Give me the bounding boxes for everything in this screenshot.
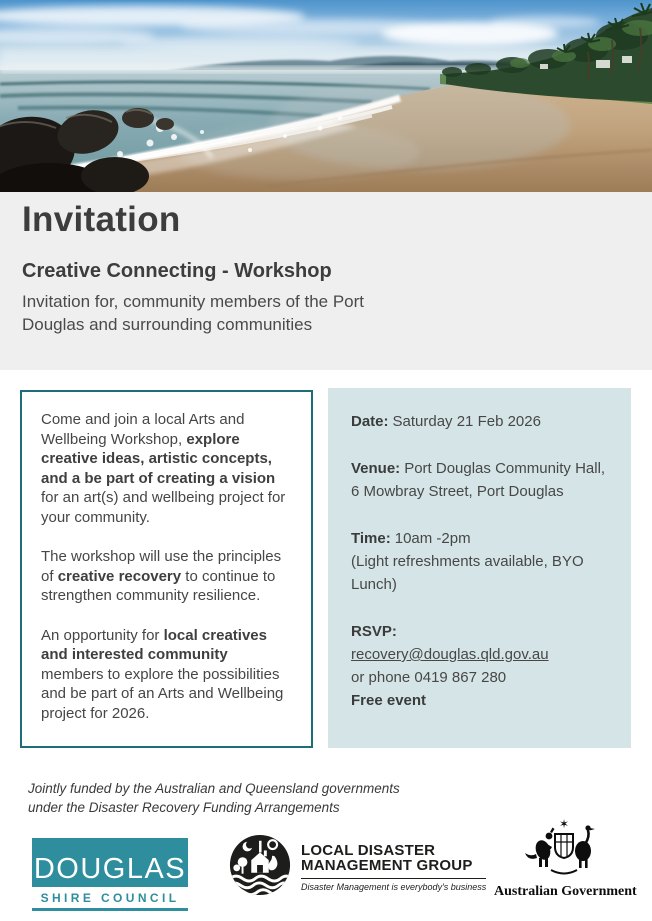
ldmg-emblem-icon	[228, 833, 292, 902]
douglas-logo-subtitle: SHIRE COUNCIL	[40, 891, 180, 905]
event-details-box	[328, 388, 631, 748]
ldmg-title-line2: MANAGEMENT GROUP	[301, 857, 473, 875]
page-title: Invitation	[22, 200, 181, 239]
workshop-info-box	[20, 390, 313, 748]
douglas-shire-council-logo	[32, 838, 188, 911]
australian-government-logo	[494, 818, 637, 900]
date-label: Date:	[351, 413, 389, 430]
header-band	[0, 192, 652, 370]
funding-line-1: Jointly funded by the Australian and Queensland governments	[28, 781, 400, 796]
funding-line-2: under the Disaster Recovery Funding Arrangements	[28, 800, 340, 815]
free-event-note: Free event	[351, 692, 427, 709]
douglas-logo-block	[32, 838, 188, 887]
svg-text:✶: ✶	[558, 818, 570, 831]
rsvp-email-link[interactable]: recovery@douglas.qld.gov.au	[351, 646, 549, 663]
coat-of-arms-icon	[523, 818, 605, 882]
invitation-description: Invitation for, community members of the Port Douglas and surrounding communities	[22, 292, 365, 334]
venue-value: Port Douglas Community Hall, 6 Mowbray Street, Port Douglas	[351, 460, 606, 500]
venue-group	[351, 457, 608, 503]
info-paragraph: Come and join a local Arts and Wellbeing Workshop, explore creative ideas, artistic concepts, and a be part of creating a vision for an art(s) and wellbeing project for your community.	[41, 411, 286, 526]
rsvp-label: RSVP:	[351, 623, 397, 640]
venue-label: Venue:	[351, 460, 401, 477]
ldmg-divider	[301, 878, 486, 880]
date-group	[351, 410, 608, 433]
australian-government-label: Australian Government	[494, 884, 637, 899]
beach-photo	[0, 0, 652, 192]
douglas-logo-underline	[32, 908, 188, 911]
time-value: 10am -2pm	[394, 530, 471, 547]
time-note: (Light refreshments available, BYO Lunch)	[351, 553, 584, 593]
ldmg-text-block	[301, 843, 486, 893]
rsvp-phone: or phone 0419 867 280	[351, 669, 507, 686]
time-group	[351, 527, 608, 596]
rsvp-group	[351, 620, 608, 712]
ldmg-title-line1: LOCAL DISASTER	[301, 841, 436, 859]
time-label: Time:	[351, 530, 391, 547]
ldmg-logo	[228, 833, 486, 902]
info-paragraph: The workshop will use the principles of creative recovery to continue to strengthen community resilience.	[41, 548, 282, 604]
info-paragraph: An opportunity for local creatives and interested community members to explore the possibilities and be part of an Arts and Wellbeing project for 2026.	[41, 626, 284, 722]
logo-row	[0, 810, 652, 920]
ldmg-tagline: Disaster Management is everybody's business	[301, 882, 487, 893]
date-value: Saturday 21 Feb 2026	[392, 413, 541, 430]
workshop-subtitle: Creative Connecting - Workshop	[22, 260, 332, 282]
douglas-logo-name: DOUGLAS	[33, 853, 187, 885]
